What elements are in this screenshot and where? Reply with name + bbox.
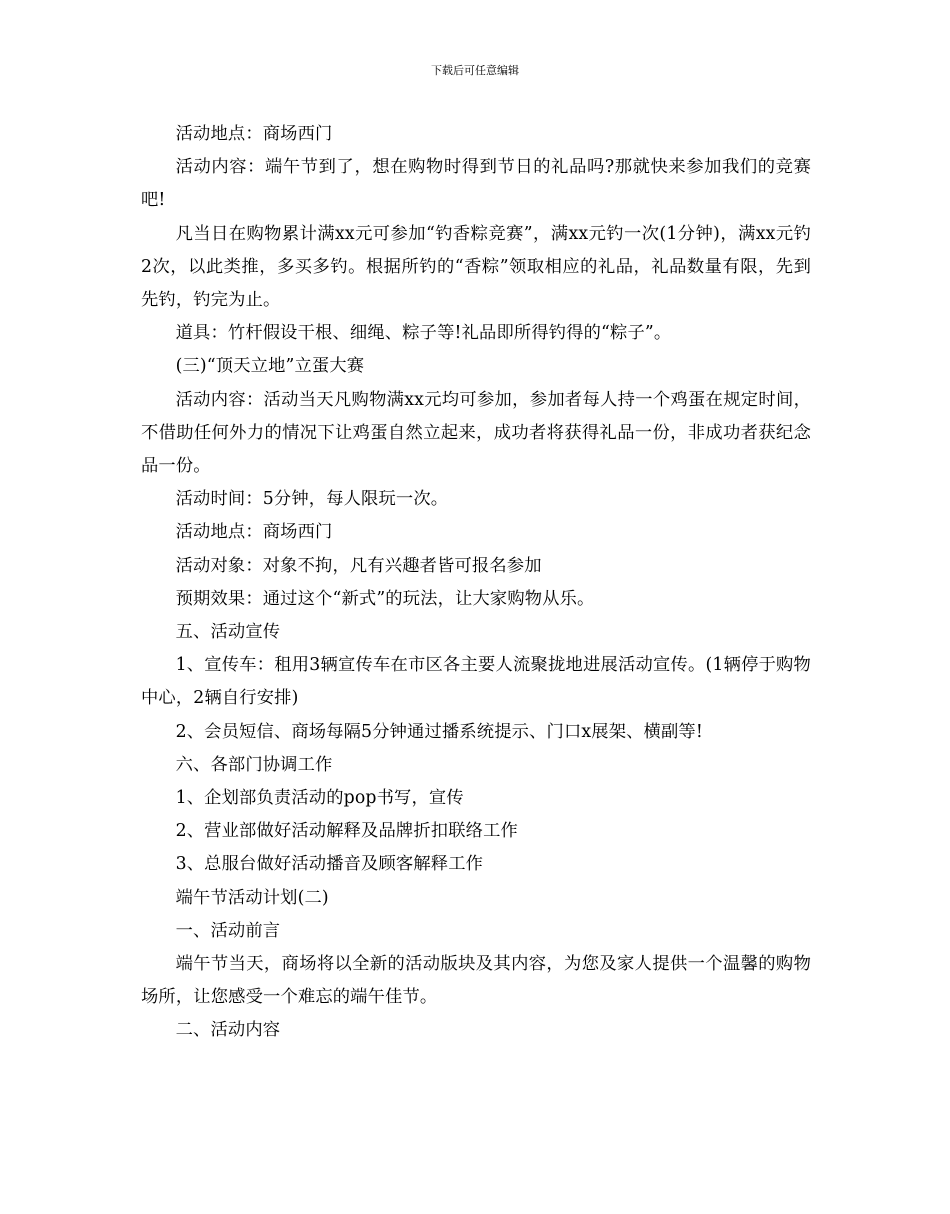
paragraph: 活动时间：5分钟，每人限玩一次。 [175,489,449,510]
section-heading: 六、各部门协调工作 [175,754,333,775]
section-heading: 二、活动内容 [175,1020,281,1041]
paragraph: 道具：竹杆假设干根、细绳、粽子等!礼品即所得钓得的“粽子”。 [175,323,672,344]
paragraph: 活动内容：端午节到了，想在购物时得到节日的礼品吗?那就快来参加我们的竞赛吧! [141,157,811,211]
paragraph: 3、总服台做好活动播音及顾客解释工作 [175,854,484,875]
paragraph: 端午节当天，商场将以全新的活动版块及其内容，为您及家人提供一个温馨的购物场所，让您感受一个难忘的端午佳节。 [141,954,811,1008]
paragraph: 2、营业部做好活动解释及品牌折扣联络工作 [175,821,518,842]
paragraph: 活动地点：商场西门 [175,522,333,543]
section-heading: 五、活动宣传 [175,622,281,643]
document-body [141,118,811,1048]
paragraph: 凡当日在购物累计满xx元可参加“钓香粽竞赛”，满xx元钓一次(1分钟)，满xx元钓2次，以此类推，多买多钓。根据所钓的“香粽”领取相应的礼品，礼品数量有限，先到先钓，钓完为止。 [141,223,811,311]
section-heading: (三)“顶天立地”立蛋大赛 [175,356,365,377]
paragraph: 2、会员短信、商场每隔5分钟通过播系统提示、门口x展架、横副等! [175,721,703,742]
section-heading: 端午节活动计划(二) [175,887,329,908]
paragraph: 活动地点：商场西门 [175,124,333,144]
section-heading: 一、活动前言 [175,920,281,941]
paragraph: 活动内容：活动当天凡购物满xx元均可参加，参加者每人持一个鸡蛋在规定时间，不借助任何外力的情况下让鸡蛋自然立起来，成功者将获得礼品一份，非成功者获纪念品一份。 [141,389,811,477]
paragraph: 活动对象：对象不拘，凡有兴趣者皆可报名参加 [175,555,542,576]
page-header: 下载后可任意编辑 [431,64,519,77]
paragraph: 1、企划部负责活动的pop书写，宣传 [175,788,464,809]
paragraph: 1、宣传车：租用3辆宣传车在市区各主要人流聚拢地进展活动宣传。(1辆停于购物中心，2辆自行安排) [141,655,811,709]
paragraph: 预期效果：通过这个“新式”的玩法，让大家购物从乐。 [175,588,595,609]
